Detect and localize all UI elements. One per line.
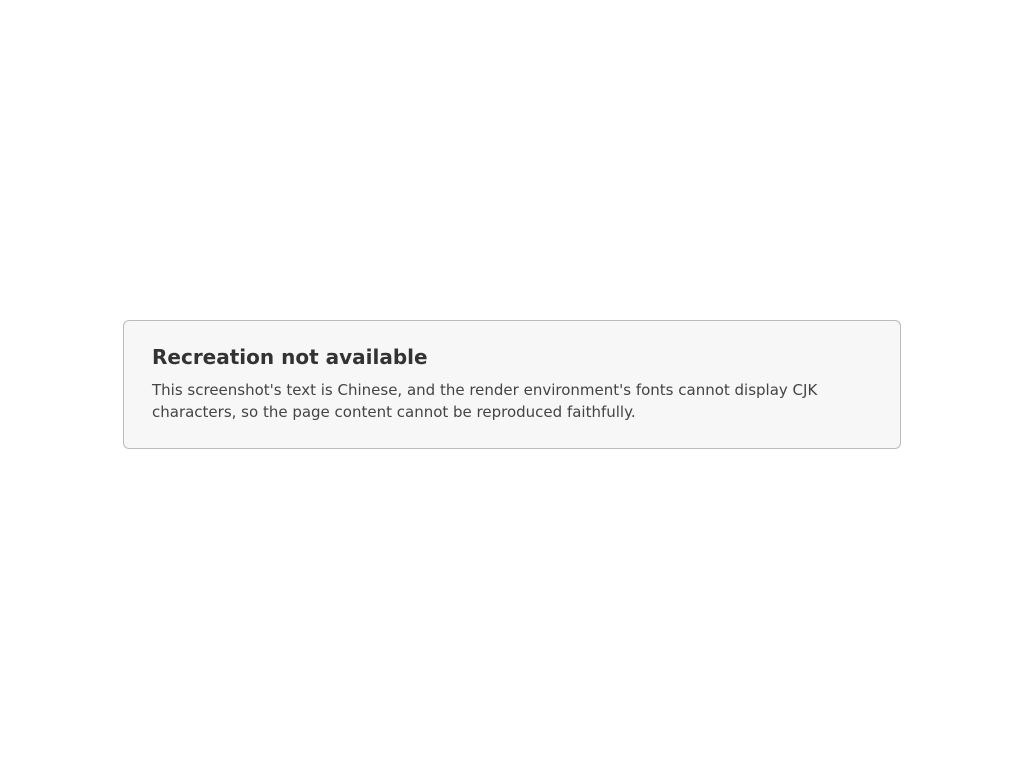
notice-title: Recreation not available bbox=[152, 344, 428, 369]
notice-text: This screenshot's text is Chinese, and the render environment's fonts cannot display CJK characters, so the page content cannot be reproduced faithfully. bbox=[152, 380, 818, 421]
notice-panel bbox=[123, 320, 901, 449]
